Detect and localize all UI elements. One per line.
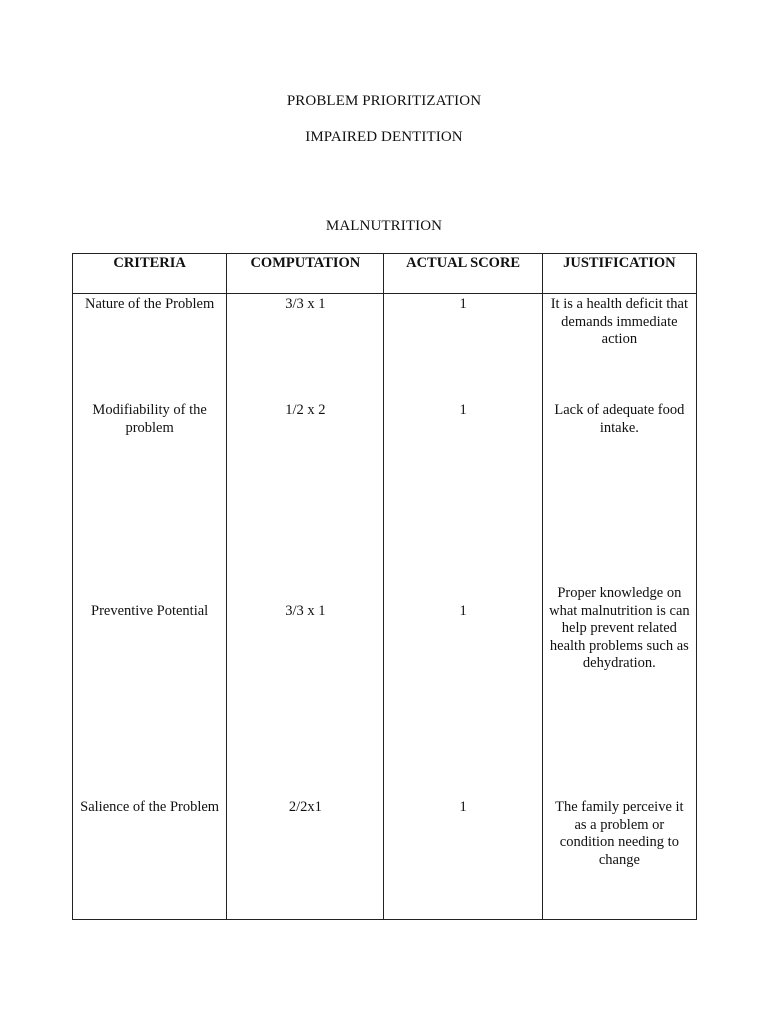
score-cell: 1 (384, 580, 542, 797)
table-row (73, 400, 697, 580)
justification-cell: The family perceive it as a problem or condition needing to change (542, 797, 696, 920)
table-row (73, 797, 697, 920)
computation-cell: 2/2x1 (227, 797, 384, 920)
score-cell: 1 (384, 797, 542, 920)
header-actual-score: ACTUAL SCORE (384, 254, 542, 294)
score-cell: 1 (384, 400, 542, 580)
document-title: PROBLEM PRIORITIZATION (286, 93, 482, 109)
criteria-cell: Modifiability of the problem (73, 400, 227, 580)
criteria-cell: Preventive Potential (73, 580, 227, 797)
prioritization-table (72, 253, 697, 920)
header-criteria: CRITERIA (73, 254, 227, 294)
justification-cell: It is a health deficit that demands immediate action (542, 294, 696, 401)
computation-cell: 1/2 x 2 (227, 400, 384, 580)
table-row (73, 294, 697, 401)
document-subtitle: IMPAIRED DENTITION (305, 129, 463, 145)
table-row (73, 580, 697, 797)
table-header-row (73, 254, 697, 294)
computation-cell: 3/3 x 1 (227, 294, 384, 401)
justification-cell: Lack of adequate food intake. (542, 400, 696, 580)
criteria-cell: Nature of the Problem (73, 294, 227, 401)
computation-cell: 3/3 x 1 (227, 580, 384, 797)
header-computation: COMPUTATION (227, 254, 384, 294)
problem-heading: MALNUTRITION (325, 218, 443, 234)
justification-cell: Proper knowledge on what malnutrition is can help prevent related health problems such as dehydration. (542, 580, 696, 797)
header-justification: JUSTIFICATION (542, 254, 696, 294)
score-cell: 1 (384, 294, 542, 401)
criteria-cell: Salience of the Problem (73, 797, 227, 920)
